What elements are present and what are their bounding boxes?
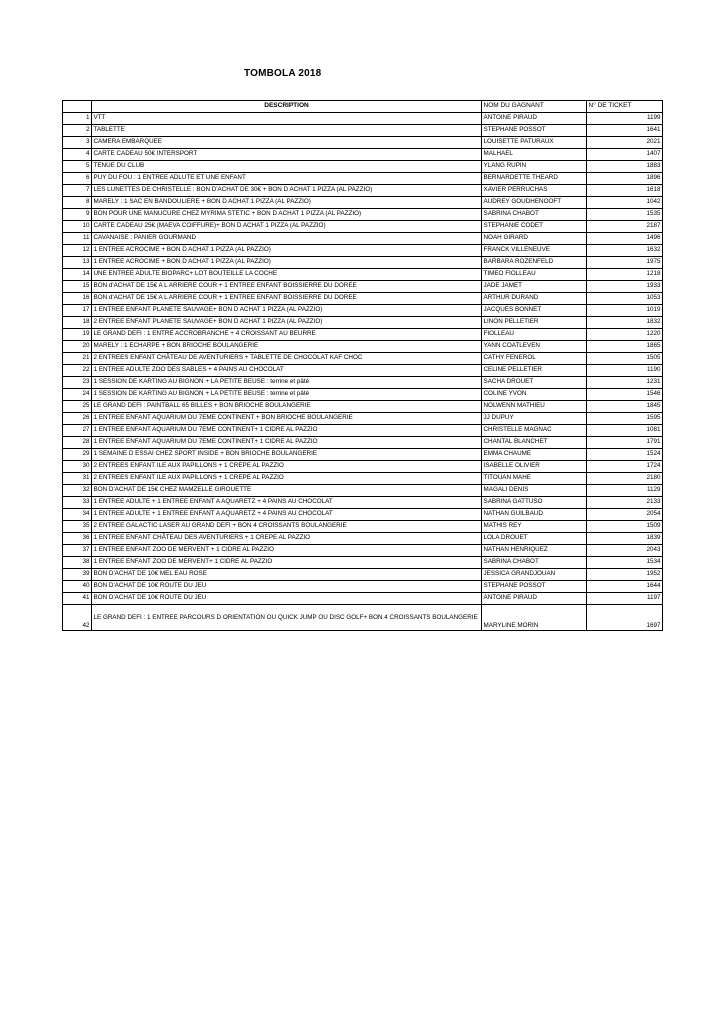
table-row bbox=[63, 317, 663, 329]
row-description: 1 ENTREE ACROCIME + BON D ACHAT 1 PIZZA (AL PAZZIO) bbox=[92, 257, 482, 269]
row-winner: TIMEO FIOLLEAU bbox=[482, 269, 587, 281]
table-row bbox=[63, 173, 663, 185]
table-row bbox=[63, 293, 663, 305]
row-ticket: 1975 bbox=[587, 257, 663, 269]
table-row bbox=[63, 341, 663, 353]
row-winner: TITOUAN MAHE bbox=[482, 473, 587, 485]
row-description: CARTE CADEAU 25€ (MAEVA COIFFURE)+ BON D ACHAT 1 PIZZA (AL PAZZIO) bbox=[92, 221, 482, 233]
row-ticket: 1042 bbox=[587, 197, 663, 209]
header-num bbox=[63, 101, 92, 113]
row-winner: CELINE PELLETIER bbox=[482, 365, 587, 377]
row-winner: JACQUES BONNET bbox=[482, 305, 587, 317]
row-description: 1 ENTREE ENFANT AQUARIUM DU 7EME CONTINENT+ 1 CIDRE AL PAZZIO bbox=[92, 437, 482, 449]
row-ticket: 1407 bbox=[587, 149, 663, 161]
row-winner: CHANTAL BLANCHET bbox=[482, 437, 587, 449]
row-description: 1 ENTREE ENFANT ZOO DE MERVENT + 1 CIDRE AL PAZZIO bbox=[92, 545, 482, 557]
row-number: 29 bbox=[63, 449, 92, 461]
row-description: 1 ENTREE ENFANT AQUARIUM DU 7EME CONTINENT + BON BRIOCHE BOULANGERIE bbox=[92, 413, 482, 425]
row-description: UNE ENTREE ADULTE BIOPARC+ LOT BOUTEILLE LA COCHE bbox=[92, 269, 482, 281]
row-description: MARELY : 1 ECHARPE + BON BRIOCHE BOULANGERIE bbox=[92, 341, 482, 353]
row-number: 30 bbox=[63, 461, 92, 473]
table-row bbox=[63, 209, 663, 221]
row-description: CAMERA EMBARQUEE bbox=[92, 137, 482, 149]
row-winner: YANN COATLEVEN bbox=[482, 341, 587, 353]
row-description: CARTE CADEAU 50€ INTERSPORT bbox=[92, 149, 482, 161]
row-winner: XAVIER PERRUCHAS bbox=[482, 185, 587, 197]
table-row bbox=[63, 461, 663, 473]
row-winner: FRANCK VILLENEUVE bbox=[482, 245, 587, 257]
table-row bbox=[63, 221, 663, 233]
row-description: 1 ENTREE ADULTE + 1 ENTREE ENFANT A AQUARETZ + 4 PAINS AU CHOCOLAT bbox=[92, 497, 482, 509]
row-number: 36 bbox=[63, 533, 92, 545]
row-number: 7 bbox=[63, 185, 92, 197]
row-winner: MARYLINE MORIN bbox=[482, 605, 587, 631]
row-ticket: 1081 bbox=[587, 425, 663, 437]
row-description: 1 ENTREE ENFANT AQUARIUM DU 7EME CONTINENT+ 1 CIDRE AL PAZZIO bbox=[92, 425, 482, 437]
row-number: 8 bbox=[63, 197, 92, 209]
row-winner: LINON PELLETIER bbox=[482, 317, 587, 329]
row-ticket: 1641 bbox=[587, 125, 663, 137]
table-row bbox=[63, 113, 663, 125]
row-number: 31 bbox=[63, 473, 92, 485]
row-winner: AUDREY GOUDHENOOFT bbox=[482, 197, 587, 209]
row-winner: STEPHANE POSSOT bbox=[482, 125, 587, 137]
row-ticket: 1595 bbox=[587, 413, 663, 425]
row-winner: LOUISETTE PATURAUX bbox=[482, 137, 587, 149]
table-row bbox=[63, 437, 663, 449]
table-row bbox=[63, 605, 663, 631]
row-winner: STEPHANE POSSOT bbox=[482, 581, 587, 593]
row-winner: JADE JAMET bbox=[482, 281, 587, 293]
row-winner: CHRISTELLE MAGNAC bbox=[482, 425, 587, 437]
row-number: 41 bbox=[63, 593, 92, 605]
row-number: 12 bbox=[63, 245, 92, 257]
table-row bbox=[63, 269, 663, 281]
row-ticket: 1952 bbox=[587, 569, 663, 581]
row-ticket: 1546 bbox=[587, 389, 663, 401]
row-number: 35 bbox=[63, 521, 92, 533]
row-winner: ANTOINE PIRAUD bbox=[482, 593, 587, 605]
row-number: 20 bbox=[63, 341, 92, 353]
table-row bbox=[63, 425, 663, 437]
row-description: 2 ENTREE GALACTIC LASER AU GRAND DEFI + BON 4 CROISSANTS BOULANGERIE bbox=[92, 521, 482, 533]
row-number: 15 bbox=[63, 281, 92, 293]
header-winner: NOM DU GAGNANT bbox=[482, 101, 587, 113]
row-ticket: 2180 bbox=[587, 473, 663, 485]
row-number: 21 bbox=[63, 353, 92, 365]
table-row bbox=[63, 377, 663, 389]
row-winner: FIOLLEAU bbox=[482, 329, 587, 341]
row-number: 33 bbox=[63, 497, 92, 509]
row-number: 32 bbox=[63, 485, 92, 497]
table-row bbox=[63, 329, 663, 341]
row-winner: NOLWENN MATHIEU bbox=[482, 401, 587, 413]
row-ticket: 1632 bbox=[587, 245, 663, 257]
row-ticket: 2054 bbox=[587, 509, 663, 521]
row-number: 28 bbox=[63, 437, 92, 449]
row-number: 26 bbox=[63, 413, 92, 425]
row-description: MARELY : 1 SAC EN BANDOULIERE + BON D ACHAT 1 PIZZA (AL PAZZIO) bbox=[92, 197, 482, 209]
row-ticket: 2187 bbox=[587, 221, 663, 233]
row-ticket: 1724 bbox=[587, 461, 663, 473]
row-number: 5 bbox=[63, 161, 92, 173]
row-number: 23 bbox=[63, 377, 92, 389]
row-description: TABLETTE bbox=[92, 125, 482, 137]
row-ticket: 1524 bbox=[587, 449, 663, 461]
row-winner: STEPHANIE CODET bbox=[482, 221, 587, 233]
row-description: CAVANAISE : PANIER GOURMAND bbox=[92, 233, 482, 245]
row-ticket: 1535 bbox=[587, 209, 663, 221]
row-winner: NATHAN HENRIQUEZ bbox=[482, 545, 587, 557]
row-description: 1 SEMAINE D ESSAI CHEZ SPORT INSIDE + BON BRIOCHE BOULANGERIE bbox=[92, 449, 482, 461]
row-ticket: 1896 bbox=[587, 173, 663, 185]
row-winner: MALHAEL bbox=[482, 149, 587, 161]
row-winner: YLANG RUPIN bbox=[482, 161, 587, 173]
row-number: 18 bbox=[63, 317, 92, 329]
row-winner: JJ DUPUY bbox=[482, 413, 587, 425]
row-number: 3 bbox=[63, 137, 92, 149]
table-row bbox=[63, 401, 663, 413]
row-description: BON D'ACHAT DE 10€ ROUTE DU JEU bbox=[92, 593, 482, 605]
row-winner: SABRINA CHABOT bbox=[482, 557, 587, 569]
row-winner: SABRINA GATTUSO bbox=[482, 497, 587, 509]
row-ticket: 1019 bbox=[587, 305, 663, 317]
table-row bbox=[63, 353, 663, 365]
row-ticket: 1220 bbox=[587, 329, 663, 341]
row-description: LE GRAND DEFI : 1 ENTRE ACCROBRANCHE + 4 CROISSANT AU BEURRE bbox=[92, 329, 482, 341]
table-row bbox=[63, 545, 663, 557]
row-ticket: 1697 bbox=[587, 605, 663, 631]
row-number: 22 bbox=[63, 365, 92, 377]
page-title: TOMBOLA 2018 bbox=[244, 68, 322, 79]
row-description: 1 ENTREE ADULTE + 1 ENTREE ENFANT A AQUARETZ + 4 PAINS AU CHOCOLAT bbox=[92, 509, 482, 521]
row-description: BON D'ACHAT DE 10€ MEL EAU ROSE bbox=[92, 569, 482, 581]
row-number: 25 bbox=[63, 401, 92, 413]
table-row bbox=[63, 473, 663, 485]
table-row bbox=[63, 197, 663, 209]
row-ticket: 1791 bbox=[587, 437, 663, 449]
row-description: LES LUNETTES DE CHRISTELLE : BON D'ACHAT DE 30€ + BON D ACHAT 1 PIZZA (AL PAZZIO) bbox=[92, 185, 482, 197]
row-winner: NOAH GIRARD bbox=[482, 233, 587, 245]
row-description: BON POUR UNE MANUCURE CHEZ MYRIMA STETIC + BON D ACHAT 1 PIZZA (AL PAZZIO) bbox=[92, 209, 482, 221]
row-ticket: 1845 bbox=[587, 401, 663, 413]
row-ticket: 1496 bbox=[587, 233, 663, 245]
row-winner: LOLA DROUET bbox=[482, 533, 587, 545]
row-winner: MAGALI DENIS bbox=[482, 485, 587, 497]
row-winner: BARBARA ROZENFELD bbox=[482, 257, 587, 269]
row-number: 16 bbox=[63, 293, 92, 305]
row-description: BON d'ACHAT DE 15€ A L ARRIERE COUR + 1 ENTREE ENFANT BOISSIERRE DU DOREE bbox=[92, 281, 482, 293]
row-number: 24 bbox=[63, 389, 92, 401]
table-row bbox=[63, 185, 663, 197]
row-winner: ISABELLE OLIVIER bbox=[482, 461, 587, 473]
row-ticket: 1509 bbox=[587, 521, 663, 533]
row-ticket: 1618 bbox=[587, 185, 663, 197]
row-number: 42 bbox=[63, 605, 92, 631]
row-winner: NATHAN GUILBAUD bbox=[482, 509, 587, 521]
row-number: 39 bbox=[63, 569, 92, 581]
table-row bbox=[63, 521, 663, 533]
prize-table bbox=[62, 100, 663, 631]
table-row bbox=[63, 485, 663, 497]
row-number: 1 bbox=[63, 113, 92, 125]
table-row bbox=[63, 305, 663, 317]
table-body bbox=[63, 113, 663, 631]
row-number: 34 bbox=[63, 509, 92, 521]
row-description: VTT bbox=[92, 113, 482, 125]
row-winner: JESSICA GRANDJOUAN bbox=[482, 569, 587, 581]
row-winner: MATHIS REY bbox=[482, 521, 587, 533]
row-winner: CATHY FENEROL bbox=[482, 353, 587, 365]
table-row bbox=[63, 257, 663, 269]
row-number: 6 bbox=[63, 173, 92, 185]
row-winner: ARTHUR DURAND bbox=[482, 293, 587, 305]
row-winner: SACHA DROUET bbox=[482, 377, 587, 389]
row-number: 13 bbox=[63, 257, 92, 269]
table-row bbox=[63, 149, 663, 161]
table-row bbox=[63, 365, 663, 377]
row-description: 1 ENTREE ENFANT CHÂTEAU DES AVENTURIERS + 1 CREPE AL PAZZIO bbox=[92, 533, 482, 545]
row-number: 37 bbox=[63, 545, 92, 557]
row-ticket: 2021 bbox=[587, 137, 663, 149]
row-description: 1 ENTREE ACROCIME + BON D ACHAT 1 PIZZA (AL PAZZIO) bbox=[92, 245, 482, 257]
table-row bbox=[63, 233, 663, 245]
table-row bbox=[63, 449, 663, 461]
row-description: 1 ENTREE ENFANT ZOO DE MERVENT+ 1 CIDRE AL PAZZIO bbox=[92, 557, 482, 569]
row-description: 1 SESSION DE KARTING AU BIGNON + LA PETITE BEUSE : terrine et pâté bbox=[92, 389, 482, 401]
table-row bbox=[63, 389, 663, 401]
row-winner: ANTOINE PIRAUD bbox=[482, 113, 587, 125]
table-row bbox=[63, 557, 663, 569]
row-description: 1 ENTREE ADULTE ZOO DES SABLES + 4 PAINS AU CHOCOLAT bbox=[92, 365, 482, 377]
row-number: 40 bbox=[63, 581, 92, 593]
row-number: 4 bbox=[63, 149, 92, 161]
table-row bbox=[63, 509, 663, 521]
row-description: 2 ENTREES ENFANT CHÂTEAU DE AVENTURIERS + TABLETTE DE CHOCOLAT KAF CHOC bbox=[92, 353, 482, 365]
row-ticket: 1832 bbox=[587, 317, 663, 329]
row-ticket: 2133 bbox=[587, 497, 663, 509]
row-ticket: 2043 bbox=[587, 545, 663, 557]
table-header-row bbox=[63, 101, 663, 113]
row-ticket: 1505 bbox=[587, 353, 663, 365]
row-description: BON D'ACHAT DE 15€ CHEZ MAMZELLE GIROUETTE bbox=[92, 485, 482, 497]
table-row bbox=[63, 593, 663, 605]
row-description: BON d'ACHAT DE 15€ A L ARRIERE COUR + 1 ENTREE ENFANT BOISSIERRE DU DOREE bbox=[92, 293, 482, 305]
row-description: 1 ENTREE ENFANT PLANETE SAUVAGE+ BON D ACHAT 1 PIZZA (AL PAZZIO) bbox=[92, 305, 482, 317]
row-ticket: 1197 bbox=[587, 593, 663, 605]
row-winner: SABRINA CHABOT bbox=[482, 209, 587, 221]
row-description: BON D'ACHAT DE 10€ ROUTE DU JEU bbox=[92, 581, 482, 593]
table-row bbox=[63, 281, 663, 293]
table-row bbox=[63, 245, 663, 257]
row-ticket: 1883 bbox=[587, 161, 663, 173]
row-number: 17 bbox=[63, 305, 92, 317]
row-number: 19 bbox=[63, 329, 92, 341]
header-ticket: N° DE TICKET bbox=[587, 101, 663, 113]
table-row bbox=[63, 497, 663, 509]
row-ticket: 1534 bbox=[587, 557, 663, 569]
row-number: 14 bbox=[63, 269, 92, 281]
row-description: LE GRAND DEFI : PAINTBALL 65 BILLES + BON BRIOCHE BOULANGERIE bbox=[92, 401, 482, 413]
row-description: 2 ENTREES ENFANT ILE AUX PAPILLONS + 1 CREPE AL PAZZIO bbox=[92, 461, 482, 473]
table-row bbox=[63, 161, 663, 173]
row-ticket: 1199 bbox=[587, 113, 663, 125]
row-ticket: 1865 bbox=[587, 341, 663, 353]
row-number: 27 bbox=[63, 425, 92, 437]
row-ticket: 1218 bbox=[587, 269, 663, 281]
row-ticket: 1231 bbox=[587, 377, 663, 389]
row-winner: BERNARDETTE THEARD bbox=[482, 173, 587, 185]
table-row bbox=[63, 569, 663, 581]
row-description: TENUE DU CLUB bbox=[92, 161, 482, 173]
row-ticket: 1644 bbox=[587, 581, 663, 593]
row-number: 38 bbox=[63, 557, 92, 569]
row-number: 11 bbox=[63, 233, 92, 245]
row-description: LE GRAND DEFI : 1 ENTREE PARCOURS D ORIENTATION OU QUICK JUMP OU DISC GOLF+ BON 4 CROISSANTS BOULANGERIE bbox=[92, 605, 482, 631]
header-description: DESCRIPTION bbox=[92, 101, 482, 113]
row-ticket: 1190 bbox=[587, 365, 663, 377]
row-description: 1 SESSION DE KARTING AU BIGNON + LA PETITE BEUSE : terrine et pâté bbox=[92, 377, 482, 389]
table-row bbox=[63, 125, 663, 137]
row-winner: COLINE YVON bbox=[482, 389, 587, 401]
row-description: PUY DU FOU : 1 ENTREE ADLUTE ET UNE ENFANT bbox=[92, 173, 482, 185]
row-ticket: 1933 bbox=[587, 281, 663, 293]
table-row bbox=[63, 413, 663, 425]
row-number: 2 bbox=[63, 125, 92, 137]
row-ticket: 1839 bbox=[587, 533, 663, 545]
table-row bbox=[63, 581, 663, 593]
row-ticket: 1053 bbox=[587, 293, 663, 305]
row-description: 2 ENTREES ENFANT ILE AUX PAPILLONS + 1 CREPE AL PAZZIO bbox=[92, 473, 482, 485]
row-winner: EMMA CHAUME bbox=[482, 449, 587, 461]
row-number: 10 bbox=[63, 221, 92, 233]
table-row bbox=[63, 533, 663, 545]
row-ticket: 1129 bbox=[587, 485, 663, 497]
table-row bbox=[63, 137, 663, 149]
row-number: 9 bbox=[63, 209, 92, 221]
row-description: 2 ENTREE ENFANT PLANETE SAUVAGE+ BON D ACHAT 1 PIZZA (AL PAZZIO) bbox=[92, 317, 482, 329]
